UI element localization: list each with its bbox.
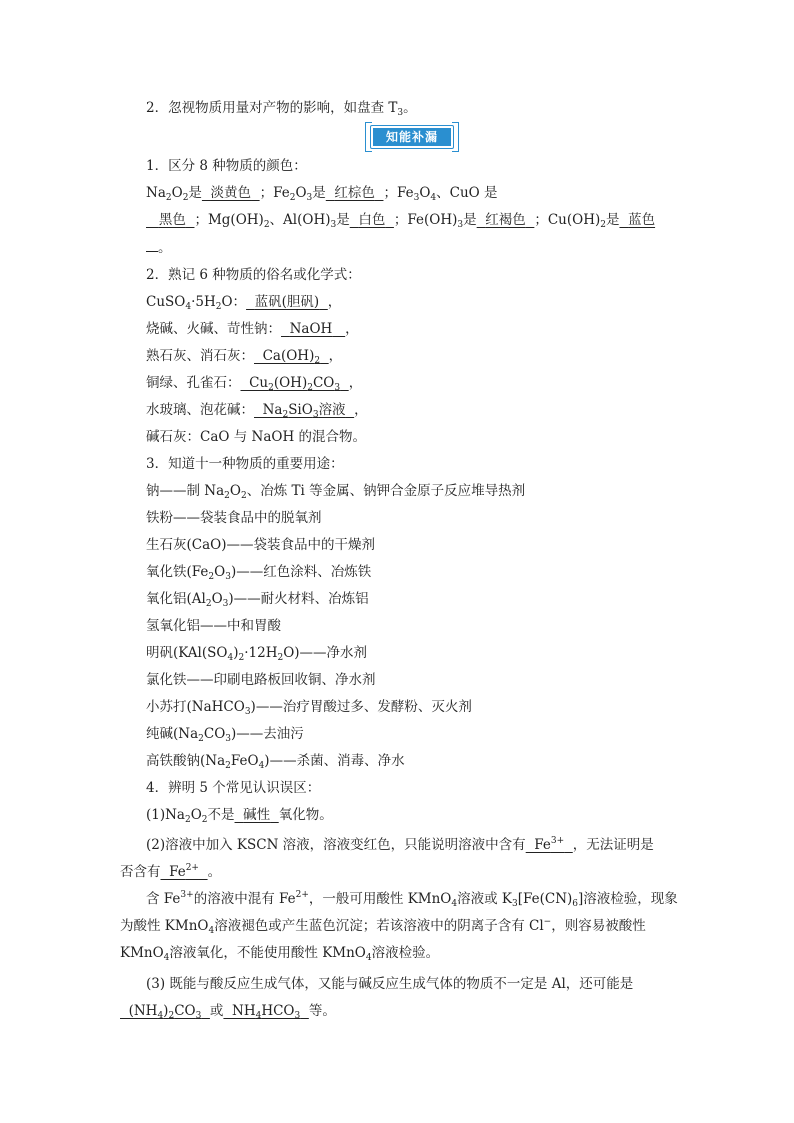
answer-caoh: $Ca(OH)_2$	[254, 348, 321, 366]
s1-line2: 黑色 ；$Mg(OH)_2$、$Al(OH)_3$是 白色 ；$Fe(OH)_3$是 红褐色 ；$Cu(OH)_2$是 蓝色	[146, 210, 655, 230]
answer-nh4-2co3: $(NH_4)_2CO_3$	[120, 1003, 202, 1021]
answer-fe2o3: 红棕色	[334, 185, 375, 201]
s2-tonglv: 铜绿、孔雀石： $Cu_2(OH)_2CO_3$ ，	[146, 375, 363, 393]
answer-na2o2: 淡黄色	[210, 185, 252, 201]
s3-item-al2o3: 氧化铝$(Al_2O_3)——$耐火材料、冶炼铝	[146, 591, 369, 609]
s3-item-fecl3: 氯化铁——印刷电路板回收铜、净水剂	[146, 672, 376, 688]
s1-line1: $Na_2O_2$是 淡黄色 ；$Fe_2O_3$是 红棕色 ；$Fe_3O_4$、CuO 是	[146, 185, 498, 203]
answer-cuso4: 蓝矾(胆矾)	[254, 294, 320, 310]
s4-note-line1: 含 $Fe^{3+}$的溶液中混有 $Fe^{2+}$，一般可用酸性 KMnO$_4$溶液或 $K_3[Fe(CN)_6]$溶液检验，现象	[146, 890, 678, 909]
s4-point3-line1: (3) 既能与酸反应生成气体，又能与碱反应生成气体的物质不一定是 Al，还可能是	[146, 976, 634, 992]
section4-heading: 4．辨明 5 个常见认识误区：	[146, 780, 321, 796]
s2-jianshihui: 碱石灰：CaO 与 NaOH 的混合物。	[146, 429, 367, 445]
section3-heading: 3．知道十一种物质的重要用途：	[146, 456, 344, 472]
s3-item-alum: 明矾$(KAl(SO_4)_2\cdot 12H_2O)——$净水剂	[146, 645, 368, 663]
answer-basic: 碱性	[243, 807, 271, 823]
answer-nh4hco3: $NH_4HCO_3$	[223, 1003, 301, 1021]
answer-black: 黑色	[158, 212, 186, 228]
s4-point2-line2: 否含有 $Fe^{2+}$ 。	[120, 863, 222, 880]
answer-cuoh2: 蓝色	[628, 212, 656, 228]
s3-item-aloh3: 氢氧化铝——中和胃酸	[146, 618, 281, 634]
section1-heading: 1．区分 8 种物质的颜色：	[146, 158, 307, 174]
answer-sodium-silicate: $Na_2SiO_3$溶液	[254, 402, 346, 420]
s3-item-cao: 生石灰(CaO)——袋装食品中的干燥剂	[146, 537, 375, 553]
s2-caoh: 熟石灰、消石灰： $Ca(OH)_2$ ，	[146, 348, 343, 366]
s4-point3-line2: $(NH_4)_2CO_3$ 或 $NH_4HCO_3$ 等。	[120, 1003, 336, 1021]
section2-heading: 2．熟记 6 种物质的俗名或化学式：	[146, 267, 361, 283]
intro-line: 2．忽视物质用量对产物的影响，如盘查 $T_3$。	[146, 100, 417, 118]
s2-shuiboli: 水玻璃、泡花碱： $Na_2SiO_3$溶液 ，	[146, 402, 368, 420]
s4-note-line3: KMnO$_4$溶液氧化，不能使用酸性 KMnO$_4$溶液检验。	[120, 945, 440, 963]
answer-fe2plus: $Fe^{2+}$	[160, 863, 199, 880]
s2-naoh: 烧碱、火碱、苛性钠： NaOH ，	[146, 321, 359, 337]
s3-item-na2feo4: 高铁酸钠$(Na_2FeO_4)——$杀菌、消毒、净水	[146, 753, 405, 771]
answer-malachite: $Cu_2(OH)_2CO_3$	[240, 375, 341, 393]
s2-cuso4: $CuSO_4\cdot 5H_2O$： 蓝矾(胆矾) ，	[146, 294, 342, 312]
s3-item-sodium: 钠——制 $Na_2O_2$、冶炼 Ti 等金属、钠钾合金原子反应堆导热剂	[146, 483, 526, 501]
s3-item-fe2o3: 氧化铁$(Fe_2O_3)——$红色涂料、冶炼铁	[146, 564, 372, 582]
s3-item-na2co3: 纯碱$(Na_2CO_3)——$去油污	[146, 726, 304, 744]
s4-point2-line1: (2)溶液中加入 KSCN 溶液，溶液变红色，只能说明溶液中含有 $Fe^{3+}$ ，无法证明是	[146, 836, 654, 853]
section-banner	[370, 125, 454, 149]
s3-item-iron-powder: 铁粉——袋装食品中的脱氧剂	[146, 510, 322, 526]
answer-naoh: NaOH	[289, 321, 333, 337]
s3-item-nahco3: 小苏打(NaHCO$_3$)——治疗胃酸过多、发酵粉、灭火剂	[146, 699, 472, 717]
answer-fe3plus: $Fe^{3+}$	[525, 836, 565, 853]
answer-feoh3: 红褐色	[485, 212, 526, 228]
banner-label: 知能补漏	[373, 128, 451, 146]
s4-note-line2: 为酸性 KMnO$_4$溶液褪色或产生蓝色沉淀；若该溶液中的阴离子含有 Cl−，则容易被酸性	[120, 917, 646, 936]
s1-line3: 。	[146, 237, 172, 258]
answer-white: 白色	[358, 212, 386, 228]
s4-point1: $(1)Na_2O_2$不是 碱性 氧化物。	[146, 807, 333, 825]
